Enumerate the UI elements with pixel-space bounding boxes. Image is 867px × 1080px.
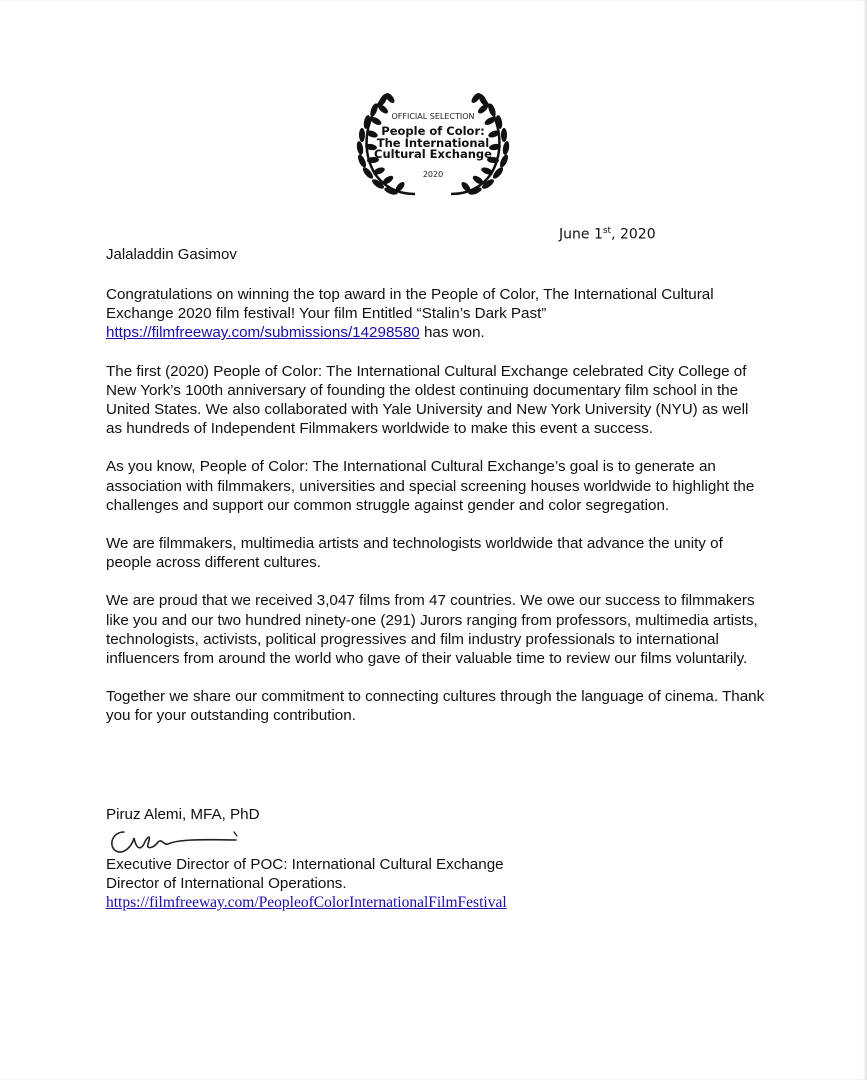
letter-body <box>106 285 766 745</box>
date-rest: , 2020 <box>611 226 656 243</box>
badge-title <box>343 126 523 161</box>
badge-label: OFFICIAL SELECTION <box>391 112 475 121</box>
festival-site-link[interactable]: https://filmfreeway.com/PeopleofColorInternationalFilmFestival <box>106 894 507 911</box>
submission-link[interactable]: https://filmfreeway.com/submissions/14298580 <box>106 324 420 342</box>
badge-title-line-2: The International <box>376 135 490 150</box>
handwritten-signature <box>106 824 246 858</box>
date-ordinal: st <box>602 226 612 236</box>
official-selection-badge <box>343 90 523 200</box>
letter-date <box>559 226 656 243</box>
signer-name: Piruz Alemi, MFA, PhD <box>106 806 260 823</box>
signer-title-2: Director of International Operations. <box>106 875 347 892</box>
badge-title-line-3: Cultural Exchange <box>374 147 492 161</box>
paragraph-statistics: We are proud that we received 3,047 films from 47 countries. We owe our success to filmmakers like you and our two hundred ninety-one (291) Jurors ranging from professors, multimedia artists, technologists, activists, political progressives and film industry professionals to international influencers from around the world who gave of their valuable time to review our films voluntarily. <box>106 592 758 668</box>
recipient-name: Jalaladdin Gasimov <box>106 246 237 263</box>
p1-text: Congratulations on winning the top award in the People of Color, The International Cultural Exchange 2020 film festival! Your film Entitled “Stalin’s Dark Past” <box>106 286 714 323</box>
badge-title-line-1: People of Color: <box>381 124 485 138</box>
paragraph-closing: Together we share our commitment to connecting cultures through the language of cinema. Thank you for your outstanding contribution. <box>106 688 765 725</box>
signer-title-1: Executive Director of POC: International Cultural Exchange <box>106 856 504 873</box>
p1-tail: has won. <box>419 324 485 342</box>
paragraph-goal: As you know, People of Color: The International Cultural Exchange’s goal is to generate an association with filmmakers, universities and special screening houses worldwide to highlight the challenges and support our common struggle against gender and color segregation. <box>106 458 755 514</box>
badge-year: 2020 <box>422 170 444 179</box>
date-prefix: June 1 <box>559 226 603 243</box>
paragraph-mission: We are filmmakers, multimedia artists and technologists worldwide that advance the unity of people across different cultures. <box>106 535 723 572</box>
paragraph-congratulations <box>106 285 766 343</box>
paragraph-history: The first (2020) People of Color: The International Cultural Exchange celebrated City College of New York’s 100th anniversary of founding the oldest continuing documentary film school in the United States. We also collaborated with Yale University and New York University (NYU) as well as hundreds of Independent Filmmakers worldwide to make this event a success. <box>106 362 749 438</box>
signer-titles <box>106 855 504 893</box>
